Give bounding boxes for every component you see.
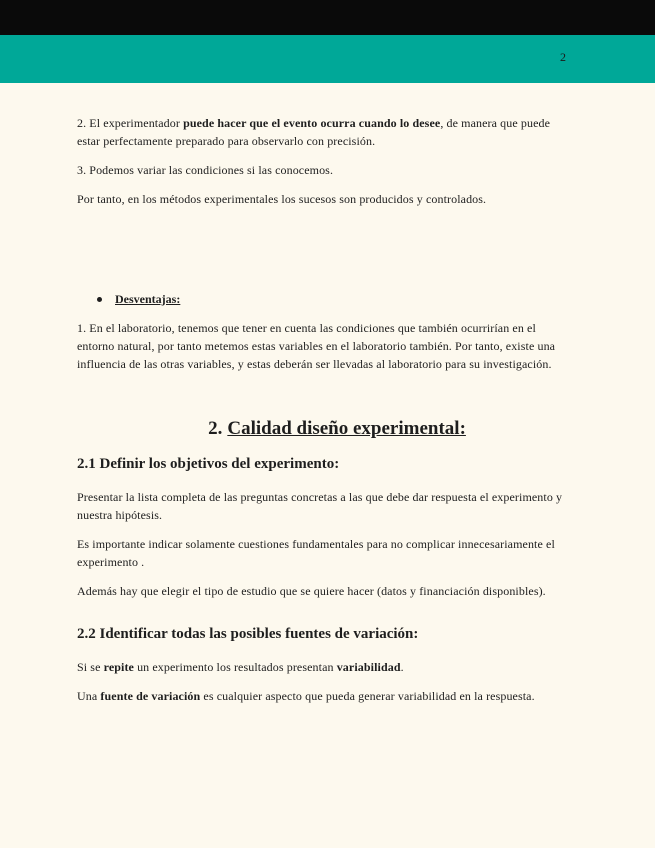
- disadvantages-bullet: [97, 290, 575, 308]
- sub21-paragraph-1: Presentar la lista completa de las preguntas concretas a las que debe dar respuesta el experimento y nuestra hipótesis.: [77, 490, 563, 522]
- disadvantages-paragraph-1: 1. En el laboratorio, tenemos que tener en cuenta las condiciones que también ocurrirían en el entorno natural, por tanto metemos estas variables en el laboratorio también. Por tanto, existe una influencia de las otras variables, y estas deberán ser llevadas al laboratorio para su investigación.: [77, 321, 556, 371]
- sub22-paragraph-2: Una fuente de variación es cualquier aspecto que pueda generar variabilidad en la respuesta.: [77, 689, 535, 703]
- subsection-2-1-title: 2.1 Definir los objetivos del experimento:: [77, 456, 340, 472]
- document-body: [77, 114, 575, 705]
- intro-paragraph-2: 2. El experimentador puede hacer que el evento ocurra cuando lo desee, de manera que puede estar perfectamente preparado para observarlo con precisión.: [77, 116, 551, 148]
- header-black-bar: [0, 0, 655, 35]
- subsection-2-2-title: 2.2 Identificar todas las posibles fuentes de variación:: [77, 626, 419, 642]
- intro-paragraph-4: Por tanto, en los métodos experimentales los sucesos son producidos y controlados.: [77, 192, 487, 206]
- page-number: 2: [560, 50, 566, 64]
- sub21-paragraph-2: Es importante indicar solamente cuestiones fundamentales para no complicar innecesariamente el experimento .: [77, 537, 555, 569]
- section-2-title: 2. Calidad diseño experimental:: [208, 418, 466, 439]
- disadvantages-label: Desventajas:: [115, 292, 181, 306]
- header-teal-bar: [0, 35, 655, 83]
- sub22-paragraph-1: Si se repite un experimento los resultados presentan variabilidad.: [77, 660, 404, 674]
- bullet-dot-icon: [97, 297, 102, 302]
- sub21-paragraph-3: Además hay que elegir el tipo de estudio que se quiere hacer (datos y financiación disponibles).: [77, 584, 546, 598]
- intro-paragraph-3: 3. Podemos variar las condiciones si las conocemos.: [77, 163, 334, 177]
